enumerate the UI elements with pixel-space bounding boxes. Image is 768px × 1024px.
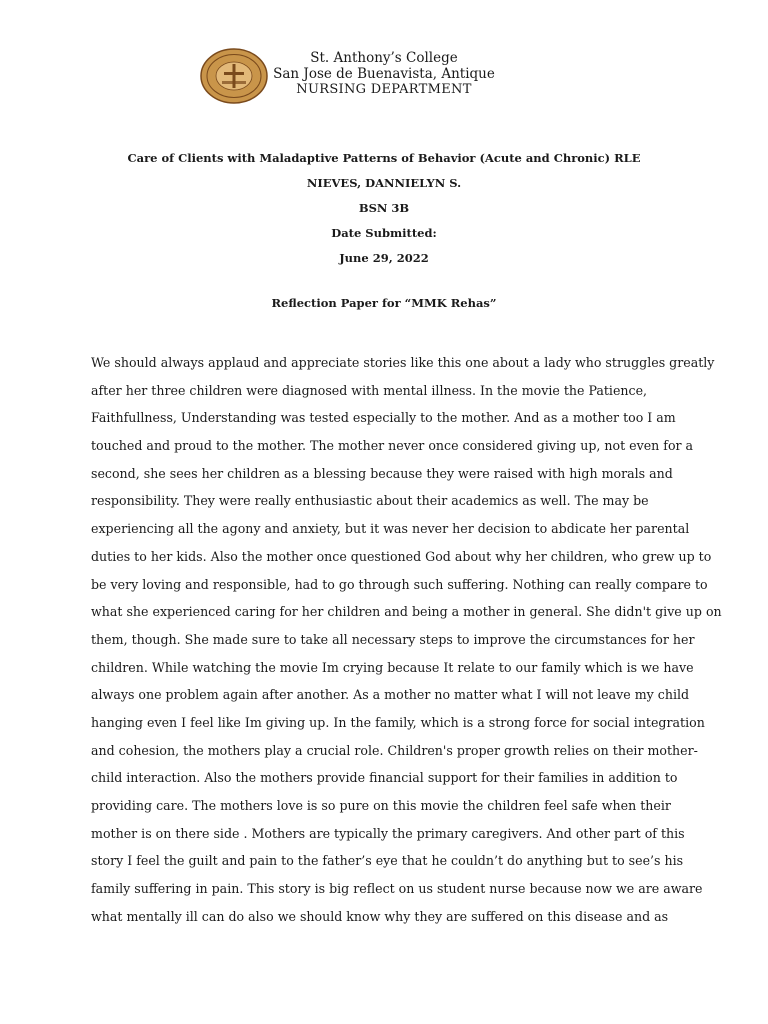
body-line: what she experienced caring for her children and being a mother in general. She didn't give up on [91,604,722,620]
body-line: second, she sees her children as a blessing because they were raised with high morals and [91,465,673,481]
body-line: hanging even I feel like Im giving up. In the family, which is a strong force for social integration [91,714,705,730]
section: BSN 3B [358,201,410,215]
body-line: responsibility. They were really enthusiastic about their academics as well. The may be [91,493,649,509]
body-line: child interaction. Also the mothers provide financial support for their families in addition to [91,770,678,786]
body-line: duties to her kids. Also the mother once questioned God about why her children, who grew up to [91,548,712,564]
date-label: Date Submitted: [331,226,437,240]
body-line: Faithfullness, Understanding was tested especially to the mother. And as a mother too I am [91,410,676,426]
body-line: touched and proud to the mother. The mother never once considered giving up, not even for a [91,438,694,454]
paper-title: Reflection Paper for “MMK Rehas” [271,296,497,310]
body-line: family suffering in pain. This story is big reflect on us student nurse because now we are aware [91,881,703,897]
college-address: San Jose de Buenavista, Antique [273,66,495,82]
body-line: mother is on there side . Mothers are typically the primary caregivers. And other part of this [91,825,685,841]
body-line: experiencing all the agony and anxiety, but it was never her decision to abdicate her parental [91,521,690,537]
body-line: always one problem again after another. As a mother no matter what I will not leave my child [91,687,690,703]
body-line: what mentally ill can do also we should know why they are suffered on this disease and as [91,908,669,924]
student-name: NIEVES, DANNIELYN S. [306,176,462,190]
date-value: June 29, 2022 [339,251,429,265]
body-line: children. While watching the movie Im crying because It relate to our family which is we have [91,659,694,675]
body-line: We should always applaud and appreciate stories like this one about a lady who struggles greatly [91,355,715,370]
body-line: them, though. She made sure to take all necessary steps to improve the circumstances for her [91,631,695,647]
body-line: story I feel the guilt and pain to the father’s eye that he couldn’t do anything but to see’s his [91,853,684,869]
course-title: Care of Clients with Maladaptive Patterns of Behavior (Acute and Chronic) RLE [127,151,641,165]
college-seal-icon [200,48,268,104]
body-line: and cohesion, the mothers play a crucial role. Children's proper growth relies on their mother- [91,742,698,758]
body-text [91,352,722,933]
body-line: after her three children were diagnosed with mental illness. In the movie the Patience, [91,382,648,398]
paper-meta [0,150,768,275]
department-name: NURSING DEPARTMENT [296,82,472,97]
body-line: be very loving and responsible, had to go through such suffering. Nothing can really compare to [91,576,708,592]
letterhead [268,50,500,98]
college-name: St. Anthony’s College [310,50,458,66]
body-line: providing care. The mothers love is so pure on this movie the children feel safe when their [91,798,671,813]
